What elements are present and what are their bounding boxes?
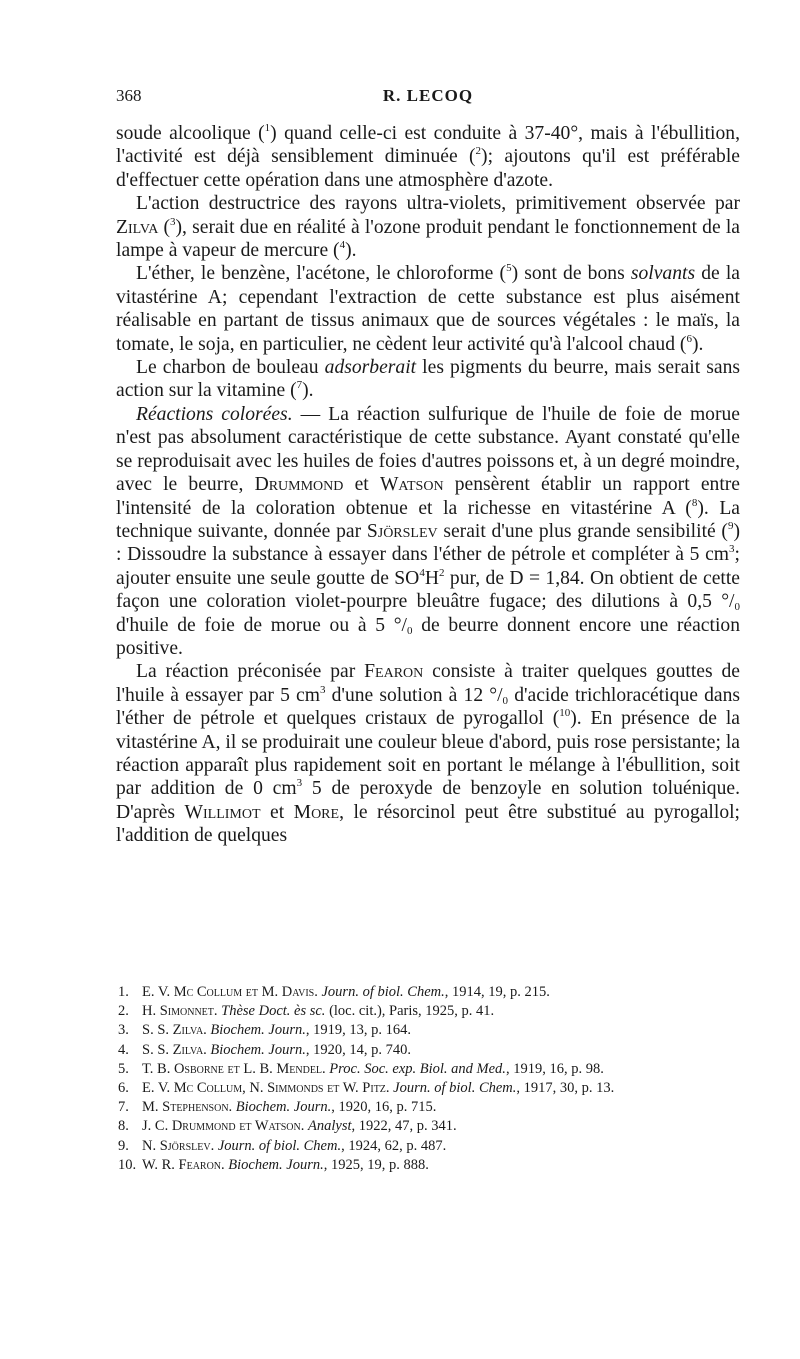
footnote: 5. T. B. Osborne et L. B. Mendel. Proc. Soc. exp. Biol. and Med., 1919, 16, p. 98. <box>118 1060 604 1077</box>
footnote-ref: 5 <box>506 262 512 275</box>
footnote-ref: 9 <box>727 519 734 532</box>
page-header <box>116 86 740 110</box>
author-name: Willimot <box>184 801 261 823</box>
footnote: 6. E. V. Mc Collum, N. Simmonds et W. Pitz. Journ. of biol. Chem., 1917, 30, p. 13. <box>118 1080 615 1097</box>
footnote: 2. H. Simonnet. Thèse Doct. ès sc. (loc. cit.), Paris, 1925, p. 41. <box>118 1003 495 1020</box>
author-name: Drummond <box>254 474 344 496</box>
author-name: More <box>293 801 340 823</box>
footnotes <box>118 983 758 1175</box>
footnote-ref: 7 <box>296 379 303 392</box>
running-head: R. LECOQ <box>382 86 474 105</box>
author-name: Watson <box>379 474 444 496</box>
footnote-ref: 10 <box>559 707 571 720</box>
emphasis: adsorberait <box>324 357 417 379</box>
paragraph-1: soude alcoolique ($^1$) quand celle-ci est conduite à 37-40°, mais à l'ébullition, l'activité est déjà sensiblement diminuée ($^2$); ajoutons qu'il est préférable d'effectuer cette opération dans une atmosphère d'azote. <box>116 122 740 191</box>
footnote: 9. N. Sjörslev. Journ. of biol. Chem., 1924, 62, p. 487. <box>118 1137 447 1154</box>
footnote: 7. M. Stephenson. Biochem. Journ., 1920, 16, p. 715. <box>118 1099 437 1116</box>
footnote-ref: 4 <box>339 239 346 252</box>
footnote-ref: 3 <box>170 215 176 228</box>
footnote-ref: 6 <box>686 332 692 345</box>
footnote: 4. S. S. Zilva. Biochem. Journ., 1920, 14, p. 740. <box>118 1041 411 1058</box>
paragraph-3: L'éther, le benzène, l'acétone, le chloroforme ($^5$) sont de bons solvants de la vitastérine A; cependant l'extraction de cette substance est plus aisément réalisable en partant de tissus animaux que de sources végétales : le maïs, la tomate, le soja, en particulier, ne cèdent leur activité qu'à l'alcool chaud ($^6$). <box>116 262 740 355</box>
paragraph-6: La réaction préconisée par Fearon consiste à traiter quelques gouttes de l'huile à essayer par 5 $cm^3$ d'une solution à 12 $^\circ/_0$ d'acide trichloracétique dans l'éther de pétrole et quelques cristaux de pyrogallol ($^{10}$). En présence de la vitastérine A, il se produirait une couleur bleue d'abord, puis rose persistante; la réaction apparaît plus rapidement soit en portant le mélange à l'ébullition, soit par addition de 0 $cm^3$ 5 de peroxyde de benzoyle en solution toluénique. D'après Willimot et More, le résorcinol peut être substitué au pyrogallol; l'addition de quelques <box>116 661 741 847</box>
author-name: Fearon <box>364 661 424 683</box>
footnote: 3. S. S. Zilva. Biochem. Journ., 1919, 13, p. 164. <box>118 1022 411 1039</box>
author-name: Zilva <box>116 216 159 238</box>
footnote-ref: 2 <box>475 145 482 158</box>
emphasis: solvants <box>630 263 696 285</box>
footnote: 1. E. V. Mc Collum et M. Davis. Journ. of biol. Chem., 1914, 19, p. 215. <box>118 984 550 1000</box>
paragraph-2: L'action destructrice des rayons ultra-violets, primitivement observée par Zilva ($^3$), serait due en réalité à l'ozone produit pendant le fonctionnement de la lampe à vapeur de mercure ($^4$). <box>116 193 740 262</box>
footnote-ref: 8 <box>691 496 698 509</box>
footnote: 8. J. C. Drummond et Watson. Analyst, 1922, 47, p. 341. <box>118 1118 457 1135</box>
footnote: 10. W. R. Fearon. Biochem. Journ., 1925, 19, p. 888. <box>118 1156 429 1173</box>
footnote-ref: 1 <box>264 122 271 134</box>
body-text <box>116 122 740 848</box>
author-name: Sjörslev <box>366 520 438 542</box>
section-heading: Réactions colorées. <box>136 403 293 425</box>
paragraph-4: Le charbon de bouleau adsorberait les pigments du beurre, mais serait sans action sur la vitamine ($^7$). <box>116 357 741 402</box>
paragraph-5: Réactions colorées. — La réaction sulfurique de l'huile de foie de morue n'est pas absolument caractéristique de cette substance. Ayant constaté qu'elle se reproduisait avec les huiles de foies d'autres poissons et, à un degré moindre, avec le beurre, Drummond et Watson pensèrent établir un rapport entre l'intensité de la coloration obtenue et la richesse en vitastérine A ($^8$). La technique suivante, donnée par Sjörslev serait d'une plus grande sensibilité ($^9$) : Dissoudre la substance à essayer dans l'éther de pétrole et compléter à 5 $cm^3$; ajouter ensuite une seule goutte de $SO^4H^2$ pur, de D = 1,84. On obtient de cette façon une coloration violet-pourpre bleuâtre fugace; des dilutions à 0,5 $^\circ/_0$ d'huile de foie de morue ou à 5 $^\circ/_0$ de beurre donnent encore une réaction positive. <box>116 403 741 659</box>
page-number: 368 <box>116 86 142 105</box>
